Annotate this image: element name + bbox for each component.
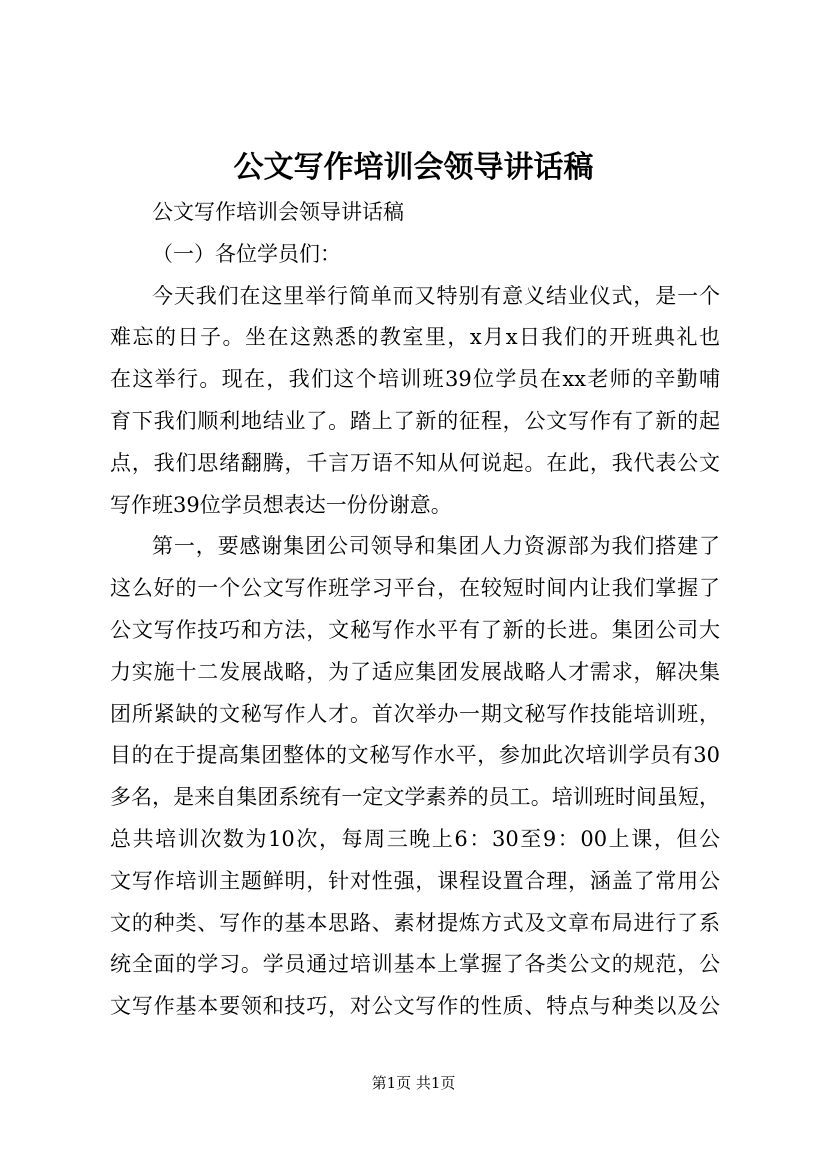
text-line: 文写作培训主题鲜明，针对性强，课程设置合理，涵盖了常用公 (110, 868, 720, 893)
text-line: 今天我们在这里举行简单而又特别有意义结业仪式，是一个 (152, 283, 720, 308)
text-line: 育下我们顺利地结业了。踏上了新的征程，公文写作有了新的起 (110, 408, 720, 433)
paragraph (110, 526, 720, 1028)
paragraph (110, 192, 720, 234)
page-footer: 第1页 共1页 (371, 1074, 456, 1092)
text-line: 这么好的一个公文写作班学习平台，在较短时间内让我们掌握了 (110, 576, 720, 601)
text-line: 目的在于提高集团整体的文秘写作水平，参加此次培训学员有30 (110, 743, 720, 768)
text-line: 多名，是来自集团系统有一定文学素养的员工。培训班时间虽短， (110, 785, 720, 810)
paragraph (110, 276, 720, 527)
text-line: 难忘的日子。坐在这熟悉的教室里，x月x日我们的开班典礼也 (110, 325, 720, 350)
text-line: 统全面的学习。学员通过培训基本上掌握了各类公文的规范，公 (110, 952, 720, 977)
text-line: 在这举行。现在，我们这个培训班39位学员在xx老师的辛勤哺 (110, 367, 720, 392)
text-line: 公文写作技巧和方法，文秘写作水平有了新的长进。集团公司大 (110, 617, 720, 642)
text-line: 文写作基本要领和技巧，对公文写作的性质、特点与种类以及公 (110, 994, 720, 1019)
text-line: （一）各位学员们： (152, 241, 341, 266)
text-line: 点，我们思绪翻腾，千言万语不知从何说起。在此，我代表公文 (110, 450, 720, 475)
text-line: 力实施十二发展战略，为了适应集团发展战略人才需求，解决集 (110, 659, 720, 684)
text-line: 第一，要感谢集团公司领导和集团人力资源部为我们搭建了 (152, 534, 720, 559)
text-line: 公文写作培训会领导讲话稿 (152, 200, 404, 224)
text-line: 文的种类、写作的基本思路、素材提炼方式及文章布局进行了系 (110, 910, 720, 935)
text-line: 总共培训次数为10次，每周三晚上6：30至9：00上课，但公 (110, 826, 720, 851)
document-body (110, 192, 720, 1028)
document-title: 公文写作培训会领导讲话稿 (233, 150, 594, 185)
text-line: 团所紧缺的文秘写作人才。首次举办一期文秘写作技能培训班， (110, 701, 720, 726)
text-line: 写作班39位学员想表达一份份谢意。 (110, 492, 452, 517)
paragraph (110, 234, 720, 276)
